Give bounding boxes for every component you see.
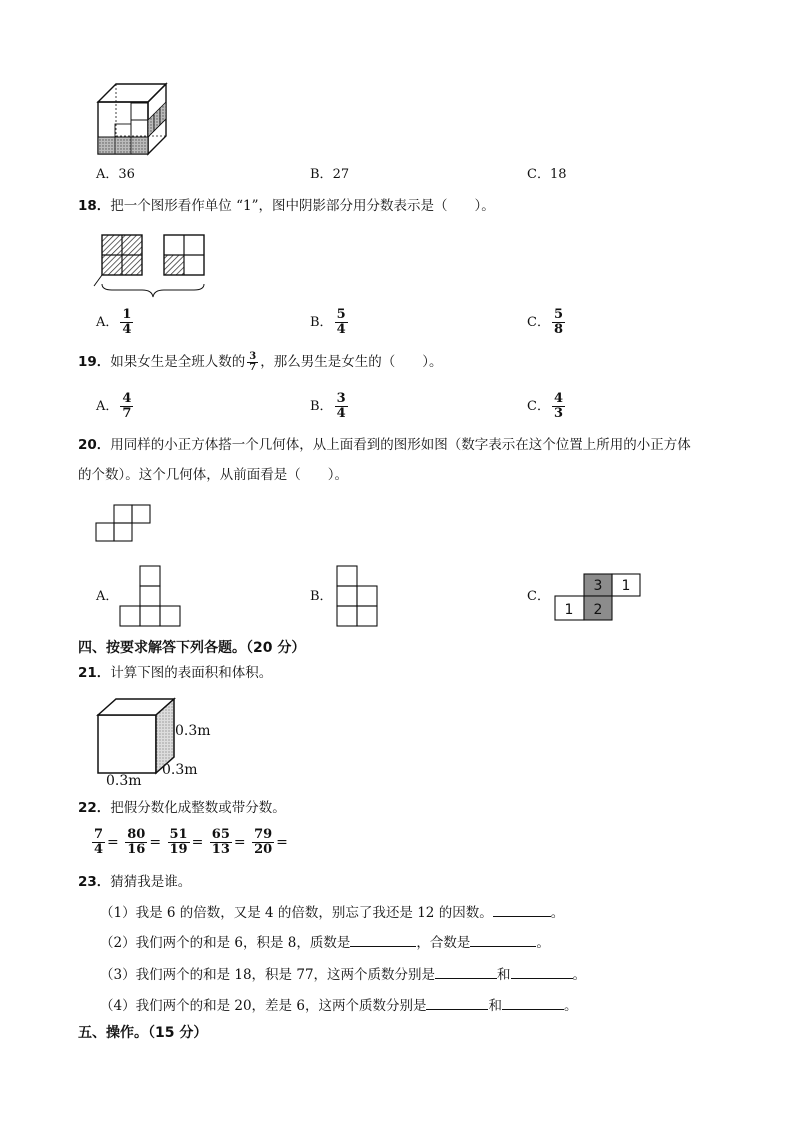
q20-option-b-label[interactable]: B． <box>310 589 333 604</box>
section5-heading: 五、操作。（15 分） <box>78 1025 208 1041</box>
q17-option-b[interactable]: B．27 <box>310 167 350 182</box>
q23-item-2: （2）我们两个的和是 6，积是 8，质数是 ，合数是 。 <box>100 935 550 951</box>
q21-label-width: 0.3m <box>106 773 142 789</box>
section4-heading: 四、按要求解答下列各题。（20 分） <box>78 640 306 656</box>
q22-frac-4: $\frac{65}{13}$ <box>211 827 230 857</box>
q22-frac-3: $\frac{51}{19}$ <box>169 827 188 857</box>
q23-number: 23． <box>78 874 111 890</box>
q20-c-num-3: 3 <box>593 578 603 594</box>
q22-number: 22． <box>78 800 111 816</box>
q17-option-c[interactable]: C．18 <box>527 167 567 182</box>
q23-item-3: （3）我们两个的和是 18，积是 77，这两个质数分别是 和 。 <box>100 967 587 983</box>
q20-number: 20． <box>78 437 111 453</box>
q18-text: 把一个图形看作单位 “1”，图中阴影部分用分数表示是（ ）。 <box>110 198 495 214</box>
q23-3-blank-2[interactable] <box>511 966 573 979</box>
q20-top-view-figure <box>96 504 152 544</box>
q19-option-c[interactable]: C． $\frac{4}{3}$ <box>527 391 563 421</box>
q18-option-a[interactable]: A． $\frac{1}{4}$ <box>96 307 132 337</box>
q20-question-line2: 的个数）。这个几何体，从前面看是（ ）。 <box>78 467 348 483</box>
q23-1-blank[interactable] <box>493 904 551 917</box>
q18-option-c[interactable]: C． $\frac{5}{8}$ <box>527 307 563 337</box>
q23-item-4: （4）我们两个的和是 20，差是 6，这两个质数分别是 和 。 <box>100 998 578 1014</box>
q21-label-height: 0.3m <box>175 723 211 739</box>
q18-question <box>78 197 495 215</box>
q23-question: 23．猜猜我是谁。 <box>78 874 192 890</box>
q21-question: 21．计算下图的表面积和体积。 <box>78 665 273 681</box>
q18-figure <box>92 234 208 300</box>
q18-option-b[interactable]: B． $\frac{5}{4}$ <box>310 307 346 337</box>
q19-option-a[interactable]: A． $\frac{4}{7}$ <box>96 391 132 421</box>
q20-c-num-1b: 1 <box>564 602 574 618</box>
q22-fraction-row: $\frac{7}{4}$ = $\frac{80}{16}$ = $\frac{51}{19}$ = $\frac{65}{13}$ = $\frac{79}{20}$ = <box>94 827 288 857</box>
q18-number: 18． <box>78 198 111 214</box>
q21-label-depth: 0.3m <box>162 762 198 778</box>
q19-question: 19．如果女生是全班人数的 $\frac{3}{7}$ ，那么男生是女生的（ ）。 <box>78 351 443 373</box>
q22-frac-2: $\frac{80}{16}$ <box>127 827 146 857</box>
q22-frac-5: $\frac{79}{20}$ <box>254 827 273 857</box>
q19-fraction: $\frac{3}{7}$ <box>249 351 257 373</box>
q23-3-blank-1[interactable] <box>435 966 497 979</box>
q20-c-num-1a: 1 <box>621 578 631 594</box>
q19-number: 19． <box>78 354 111 370</box>
q23-4-blank-2[interactable] <box>502 997 564 1010</box>
q22-question: 22．把假分数化成整数或带分数。 <box>78 800 286 816</box>
q20-option-c-label[interactable]: C． <box>527 589 550 604</box>
q20-c-num-2: 2 <box>593 602 603 618</box>
q21-number: 21． <box>78 665 111 681</box>
q23-item-1: （1）我是 6 的倍数，又是 4 的倍数，别忘了我还是 12 的因数。 。 <box>100 905 565 921</box>
q20-option-b-figure[interactable] <box>336 565 380 629</box>
q20-option-a-label[interactable]: A． <box>96 589 119 604</box>
q20-option-c-figure[interactable] <box>554 573 642 623</box>
q17-cube-figure <box>96 82 168 156</box>
q23-2-blank-prime[interactable] <box>350 934 416 947</box>
q20-option-a-figure[interactable] <box>120 565 182 629</box>
q20-question-line1: 20．用同样的小正方体搭一个几何体，从上面看到的图形如图（数字表示在这个位置上所用的小正方体 <box>78 437 691 453</box>
q19-option-b[interactable]: B． $\frac{3}{4}$ <box>310 391 346 421</box>
q17-option-a[interactable]: A．36 <box>96 167 135 182</box>
q23-2-blank-composite[interactable] <box>470 934 536 947</box>
q22-frac-1: $\frac{7}{4}$ <box>94 827 104 857</box>
q23-4-blank-1[interactable] <box>426 997 488 1010</box>
